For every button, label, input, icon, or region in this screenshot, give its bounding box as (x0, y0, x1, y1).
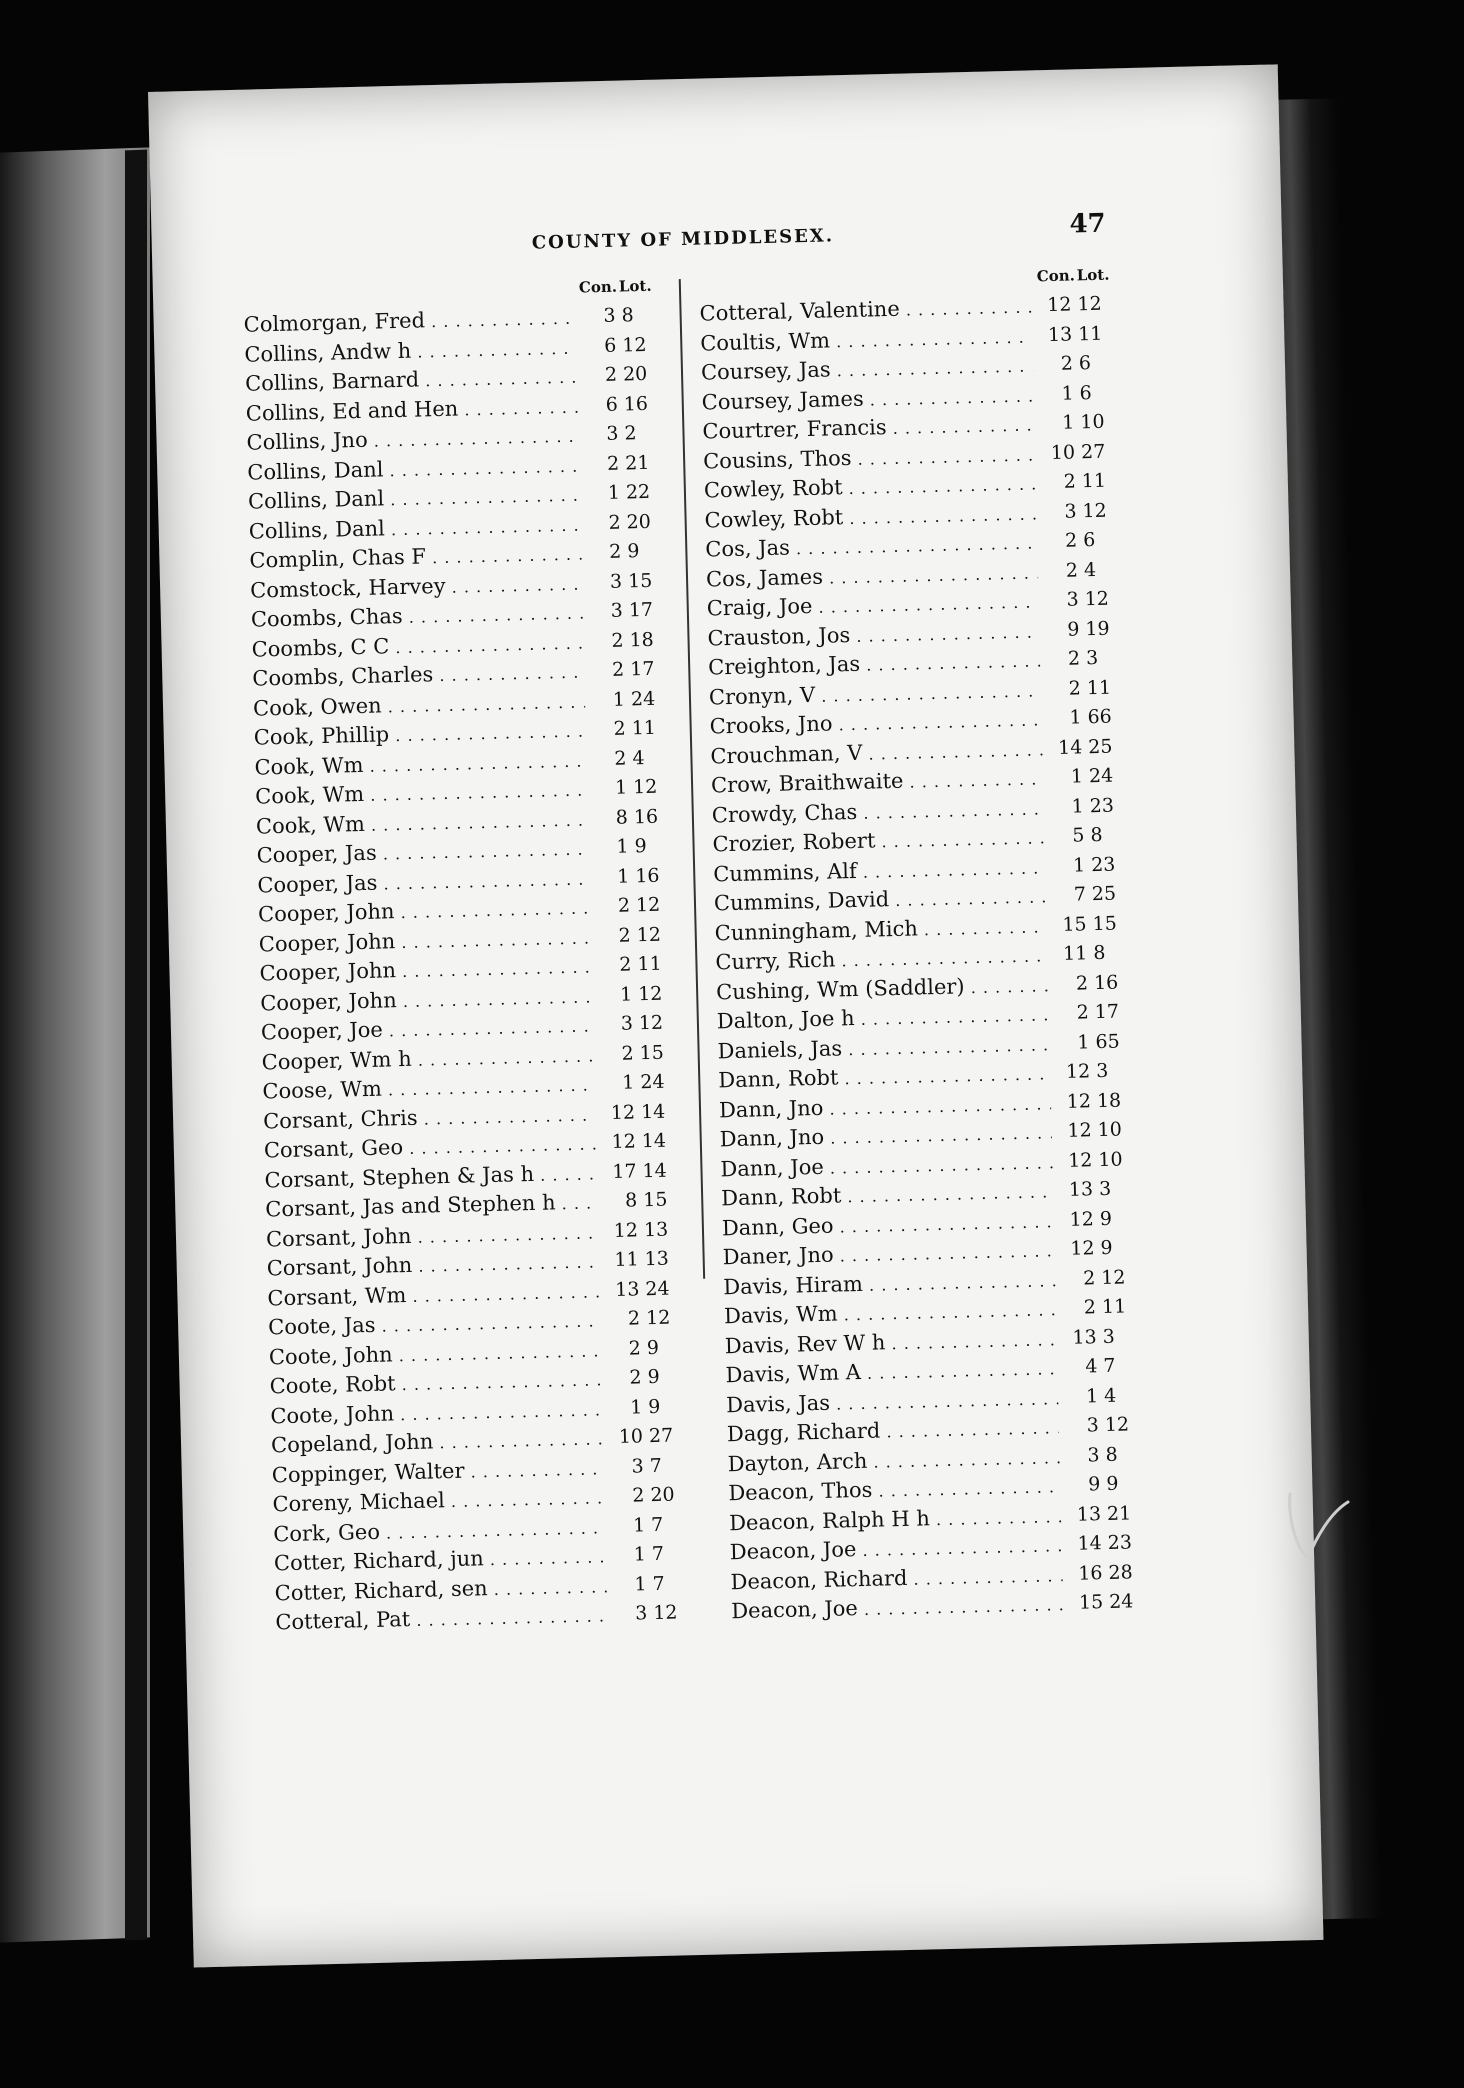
entry-con: 2 (608, 511, 621, 534)
entry-con: 1 (634, 1572, 647, 1596)
entry-name: Cowley, Robt . . . (704, 498, 1037, 537)
entry-name: Curry, Rich . . . (715, 940, 1048, 979)
entry-name: Davis, Rev W h . . . (724, 1324, 1057, 1363)
entry-name: Dann, Joe . . . (720, 1147, 1053, 1186)
entry-lot: 7 (651, 1542, 665, 1566)
entry-con: 1 (621, 1071, 635, 1094)
entry-con: 2 (1063, 470, 1077, 493)
entry-lot: 23 (1089, 794, 1115, 817)
entry-lot: 14 (641, 1129, 667, 1153)
entry-con: 2 (614, 747, 627, 770)
entry-lot: 66 (1087, 705, 1113, 729)
entry-lot: 3 (1098, 1177, 1112, 1201)
entry-con: 2 (1067, 647, 1081, 670)
entry-con: 9 (1087, 1473, 1101, 1496)
entry-con: 1 (619, 982, 633, 1006)
entry-lot: 7 (1103, 1354, 1116, 1378)
entry-lot: 9 (647, 1365, 660, 1389)
entry-name: Cos, James . . . (706, 557, 1039, 596)
entry-name: Deacon, Thos . . . (728, 1471, 1061, 1510)
entry-con: 2 (1065, 558, 1079, 582)
entry-lot: 14 (640, 1100, 666, 1123)
entry-con: 1 (607, 481, 621, 504)
entry-con: 2 (611, 629, 624, 652)
entry-lot: 16 (635, 864, 660, 887)
entry-lot: 9 (646, 1336, 660, 1359)
entry-lot: 21 (624, 451, 650, 474)
entry-con: 15 (1078, 1591, 1104, 1614)
entry-con: 3 (606, 422, 619, 445)
entry-lot: 17 (628, 598, 654, 622)
entry-name: Coote, John . . . (270, 1394, 603, 1433)
entry-con: 1 (633, 1543, 647, 1566)
entry-lot: 4 (1103, 1384, 1117, 1407)
entry-con: 1 (1077, 1030, 1090, 1054)
entry-con: 12 (611, 1130, 637, 1153)
entry-lot: 10 (1097, 1118, 1123, 1142)
entry-lot: 14 (642, 1159, 667, 1182)
entry-name: Cooper, Jas . . . (257, 863, 590, 902)
entry-lot: 15 (639, 1041, 665, 1064)
entry-con: 12 (610, 1100, 636, 1124)
entry-name: Corsant, Jas and Stephen h . . . (265, 1187, 598, 1226)
entry-lot: 17 (1094, 1000, 1120, 1024)
entry-con: 7 (1073, 883, 1087, 906)
entry-con: 2 (1060, 352, 1074, 375)
entry-lot: 7 (650, 1513, 664, 1536)
entry-con: 1 (616, 864, 630, 888)
entry-con: 12 (1067, 1119, 1092, 1142)
entry-con: 1 (632, 1513, 646, 1537)
entry-name: Corsant, Chris . . . (263, 1099, 596, 1138)
entry-con: 16 (1078, 1561, 1103, 1585)
entry-name: Cook, Phillip . . . (253, 716, 586, 755)
entry-con: 2 (1064, 529, 1078, 552)
entry-lot: 12 (1084, 587, 1110, 611)
entry-con: 10 (618, 1425, 644, 1448)
entry-name: Davis, Wm A . . . (725, 1353, 1058, 1392)
entry-con: 1 (1085, 1384, 1099, 1407)
page-header (151, 204, 1282, 272)
entry-lot: 25 (1091, 882, 1117, 906)
entry-con: 2 (604, 363, 618, 386)
entry-con: 2 (621, 1041, 634, 1065)
entry-con: 2 (1076, 1001, 1090, 1024)
entry-con: 1 (612, 688, 626, 711)
entry-name: Complin, Chas F . . . (249, 539, 582, 578)
entry-name: Coote, John . . . (269, 1335, 602, 1374)
entry-con: 1 (1070, 765, 1084, 788)
entry-con: 11 (1062, 942, 1088, 965)
entry-lot: 10 (1080, 410, 1105, 434)
entry-lot: 12 (1100, 1265, 1126, 1289)
entry-con: 1 (1071, 794, 1084, 818)
entry-lot: 3 (1095, 1059, 1109, 1083)
entry-name: Cos, Jas . . . (705, 527, 1038, 566)
entry-con: 13 (1068, 1178, 1094, 1201)
entry-lot: 3 (1102, 1325, 1116, 1348)
entry-lot: 11 (637, 952, 662, 976)
entry-name: Craig, Joe . . . (706, 586, 1039, 625)
entry-con: 2 (1083, 1296, 1097, 1319)
entry-name: Coombs, C C . . . (251, 627, 584, 666)
entry-name: Collins, Andw h . . . (244, 332, 577, 371)
entry-con: 2 (617, 894, 631, 917)
entry-con: 2 (1082, 1266, 1096, 1290)
entry-con: 2 (618, 923, 632, 947)
entry-name: Creighton, Jas . . . (708, 645, 1041, 684)
entry-con: 8 (615, 805, 629, 829)
entry-name: Cotter, Richard, sen . . . (274, 1571, 607, 1610)
entry-lot: 9 (627, 540, 640, 563)
entry-name: Cousins, Thos . . . (703, 439, 1036, 478)
entry-lot: 4 (632, 746, 645, 769)
entry-con: 3 (609, 570, 623, 593)
entry-name: Cronyn, V . . . (709, 675, 1042, 714)
entry-name: Collins, Danl . . . (247, 450, 580, 489)
entry-name: Deacon, Richard . . . (730, 1560, 1063, 1599)
entry-lot: 11 (1101, 1295, 1127, 1319)
entry-lot: 12 (636, 923, 662, 946)
entry-con: 2 (628, 1336, 642, 1360)
entry-name: Crouchman, V . . . (710, 734, 1043, 773)
entry-name: Cork, Geo . . . (273, 1512, 606, 1551)
right-entry-list (699, 289, 1151, 1626)
entry-name: Collins, Danl . . . (248, 509, 581, 548)
left-entry-list (243, 300, 695, 1637)
entry-name: Coombs, Charles . . . (252, 657, 585, 696)
entry-name: Cotter, Richard, jun . . . (274, 1541, 607, 1580)
entry-lot: 24 (630, 687, 656, 710)
entry-lot: 28 (1108, 1560, 1133, 1584)
entry-lot: 6 (1079, 381, 1092, 404)
entry-name: Cotteral, Valentine . . . (699, 291, 1032, 330)
entry-name: Coote, Robt . . . (269, 1364, 602, 1403)
entry-name: Coose, Wm . . . (262, 1069, 595, 1108)
entry-lot: 20 (650, 1483, 675, 1507)
entry-name: Coppinger, Walter . . . (271, 1453, 604, 1492)
entry-lot: 17 (629, 657, 655, 681)
entry-lot: 19 (1085, 617, 1110, 640)
entry-name: Corsant, Geo . . . (264, 1128, 597, 1167)
entry-lot: 24 (1088, 764, 1114, 788)
entry-con: 3 (1064, 499, 1077, 523)
entry-name: Davis, Wm . . . (724, 1294, 1057, 1333)
entry-lot: 20 (622, 362, 648, 386)
entry-name: Dagg, Richard . . . (727, 1412, 1060, 1451)
entry-con: 2 (611, 658, 625, 681)
entry-name: Dalton, Joe h . . . (717, 999, 1050, 1038)
entry-lot: 11 (1077, 322, 1103, 345)
entry-lot: 23 (1107, 1531, 1133, 1554)
entry-name: Dann, Jno . . . (719, 1117, 1052, 1156)
entry-lot: 24 (645, 1277, 670, 1300)
entry-con: 3 (620, 1012, 634, 1035)
entry-name: Crooks, Jno . . . (709, 704, 1042, 743)
entry-con: 17 (612, 1159, 637, 1183)
entry-name: Cooper, Joe . . . (261, 1010, 594, 1049)
entry-lot: 16 (623, 392, 649, 415)
entry-name: Copeland, John . . . (271, 1423, 604, 1462)
entry-name: Coote, Jas . . . (268, 1305, 601, 1344)
entry-name: Cushing, Wm (Saddler) . . . (716, 970, 1049, 1009)
book-gutter (125, 150, 147, 1941)
entry-lot: 11 (631, 716, 657, 740)
entry-lot: 6 (1078, 352, 1092, 375)
entry-name: Dann, Robt . . . (718, 1058, 1051, 1097)
entry-name: Dann, Robt . . . (721, 1176, 1054, 1215)
entry-lot: 13 (643, 1218, 669, 1241)
entry-name: Collins, Ed and Hen . . . (246, 391, 579, 430)
entry-lot: 23 (1090, 853, 1116, 876)
entry-name: Cook, Wm . . . (255, 774, 588, 813)
entry-lot: 10 (1098, 1148, 1123, 1171)
entry-lot: 22 (625, 480, 651, 504)
entry-name: Deacon, Ralph H h . . . (729, 1501, 1062, 1540)
entry-name: Daner, Jno . . . (722, 1235, 1055, 1274)
entry-name: Cook, Wm . . . (256, 804, 589, 843)
entry-lot: 24 (640, 1070, 665, 1094)
entry-con: 11 (614, 1248, 639, 1271)
entry-lot: 12 (1082, 499, 1107, 522)
entry-lot: 13 (644, 1247, 670, 1271)
entry-name: Cummins, Alf . . . (713, 852, 1046, 891)
entry-con: 3 (603, 304, 616, 327)
entry-name: Crauston, Jos . . . (707, 616, 1040, 655)
entry-con: 1 (1061, 411, 1075, 434)
pencil-check-mark-icon (1282, 1488, 1352, 1568)
lot-header: Lot. (1076, 265, 1110, 285)
entry-lot: 27 (1080, 440, 1106, 463)
entry-con: 1 (616, 835, 629, 858)
entry-name: Comstock, Harvey . . . (250, 568, 583, 607)
entry-name: Collins, Jno . . . (246, 421, 579, 460)
entry-name: Cooper, Jas . . . (256, 833, 589, 872)
entry-name: Collins, Danl . . . (248, 480, 581, 519)
entry-lot: 9 (1100, 1236, 1113, 1260)
entry-name: Cooper, John . . . (258, 892, 591, 931)
entry-name: Corsant, Wm . . . (267, 1276, 600, 1315)
entry-lot: 12 (638, 1011, 664, 1035)
page-number: 47 (1069, 208, 1107, 240)
con-header: Con. (1036, 266, 1076, 286)
entry-con: 13 (614, 1277, 640, 1301)
entry-con: 2 (613, 717, 626, 740)
entry-lot: 9 (1099, 1207, 1113, 1230)
entry-name: Cooper, Wm h . . . (261, 1040, 594, 1079)
entry-lot: 11 (1086, 676, 1112, 699)
con-header: Con. (578, 277, 618, 297)
entry-lot: 65 (1095, 1030, 1120, 1053)
entry-con: 3 (1087, 1443, 1100, 1466)
entry-name: Collins, Barnard . . . (245, 362, 578, 401)
left-column (243, 274, 696, 1637)
entry-lot: 16 (633, 805, 659, 828)
entry-lot: 8 (1093, 941, 1106, 965)
entry-lot: 9 (648, 1395, 661, 1418)
entry-con: 1 (1072, 853, 1086, 877)
entry-con: 8 (624, 1189, 638, 1212)
entry-con: 1 (614, 776, 628, 799)
entry-con: 12 (1047, 293, 1072, 317)
entry-name: Crowdy, Chas . . . (711, 793, 1044, 832)
entry-con: 15 (1062, 912, 1087, 936)
entry-con: 2 (606, 452, 620, 475)
entry-name: Coursey, Jas . . . (701, 350, 1034, 389)
entry-name: Coombs, Chas . . . (251, 598, 584, 637)
entry-con: 12 (1069, 1207, 1095, 1231)
entry-name: Deacon, Joe . . . (731, 1589, 1064, 1628)
entry-con: 2 (609, 540, 622, 563)
entry-lot: 12 (635, 893, 661, 917)
entry-name: Crozier, Robert . . . (712, 822, 1045, 861)
entry-con: 1 (629, 1395, 643, 1419)
entry-lot: 12 (1077, 292, 1102, 316)
entry-con: 2 (627, 1307, 641, 1330)
entry-con: 12 (1066, 1089, 1092, 1113)
entry-con: 3 (1086, 1414, 1100, 1437)
entry-name: Davis, Jas . . . (726, 1383, 1059, 1422)
entry-con: 13 (1047, 322, 1073, 346)
entry-con: 12 (613, 1218, 639, 1242)
entry-name: Cummins, David . . . (714, 881, 1047, 920)
lot-header: Lot. (618, 276, 652, 296)
entry-name: Corsant, Stephen & Jas h . . . (264, 1158, 597, 1197)
entry-name: Cowley, Robt . . . (704, 468, 1037, 507)
entry-con: 3 (610, 599, 624, 622)
entry-name: Cooper, John . . . (260, 981, 593, 1020)
entry-name: Coreny, Michael . . . (272, 1482, 605, 1521)
entry-lot: 12 (637, 982, 663, 1005)
entry-lot: 24 (1108, 1590, 1134, 1613)
entry-lot: 7 (652, 1572, 665, 1595)
entry-name: Cook, Owen . . . (253, 686, 586, 725)
entry-con: 3 (631, 1454, 644, 1478)
entry-name: Davis, Hiram . . . (723, 1265, 1056, 1304)
entry-lot: 8 (1090, 823, 1103, 847)
entry-lot: 25 (1088, 735, 1113, 758)
entry-con: 2 (1068, 676, 1082, 700)
entry-lot: 9 (1106, 1472, 1119, 1495)
entry-con: 6 (603, 334, 617, 357)
entry-lot: 20 (626, 510, 652, 533)
entry-con: 3 (634, 1602, 648, 1625)
entry-name: Deacon, Joe . . . (730, 1530, 1063, 1569)
entry-con: 14 (1077, 1532, 1103, 1555)
entry-name: Cooper, John . . . (259, 951, 592, 990)
entry-con: 13 (1072, 1325, 1097, 1349)
entry-con: 12 (1065, 1060, 1091, 1083)
entry-lot: 21 (1106, 1501, 1132, 1525)
entry-lot: 4 (1083, 558, 1097, 581)
entry-name: Colmorgan, Fred . . . (243, 303, 576, 342)
entry-lot: 12 (1104, 1413, 1130, 1437)
directory-page (148, 64, 1323, 1967)
entry-name: Corsant, John . . . (266, 1217, 599, 1256)
entry-lot: 9 (634, 835, 647, 858)
entry-con: 12 (1070, 1237, 1095, 1260)
entry-con: 13 (1076, 1502, 1102, 1526)
entry-lot: 15 (642, 1188, 668, 1212)
entry-lot: 2 (624, 422, 637, 445)
entry-lot: 15 (627, 569, 653, 592)
entry-con: 3 (1066, 588, 1079, 611)
entry-lot: 11 (1081, 469, 1107, 493)
entry-name: Dann, Geo . . . (722, 1206, 1055, 1245)
entry-lot: 16 (1093, 971, 1119, 994)
entry-con: 4 (1085, 1355, 1098, 1378)
entry-name: Corsant, John . . . (266, 1246, 599, 1285)
entry-con: 6 (605, 393, 619, 416)
entry-lot: 8 (621, 304, 634, 327)
entry-con: 12 (1067, 1148, 1093, 1172)
entry-lot: 3 (1085, 646, 1099, 670)
entry-lot: 12 (645, 1306, 671, 1330)
entry-lot: 18 (629, 628, 654, 651)
entry-con: 2 (632, 1484, 645, 1507)
entry-lot: 6 (1082, 528, 1096, 552)
entry-con: 1 (1061, 381, 1074, 405)
entry-name: Cunningham, Mich . . . (714, 911, 1047, 950)
entry-con: 1 (1069, 706, 1082, 729)
entry-lot: 12 (622, 333, 647, 356)
entry-lot: 12 (653, 1601, 678, 1625)
entry-lot: 15 (1092, 912, 1118, 935)
entry-name: Dann, Jno . . . (719, 1088, 1052, 1127)
entry-con: 9 (1067, 617, 1080, 641)
entry-con: 2 (1075, 971, 1089, 995)
entry-name: Cotteral, Pat . . . (275, 1600, 608, 1639)
entry-lot: 27 (648, 1424, 674, 1448)
right-column (699, 263, 1152, 1626)
entry-name: Crow, Braithwaite . . . (711, 763, 1044, 802)
entry-lot: 8 (1105, 1443, 1118, 1466)
entry-name: Daniels, Jas . . . (717, 1029, 1050, 1068)
entry-con: 5 (1072, 824, 1085, 847)
entry-name: Courtrer, Francis . . . (702, 409, 1035, 448)
entry-lot: 12 (632, 775, 658, 799)
entry-con: 10 (1050, 440, 1076, 464)
entry-con: 14 (1057, 735, 1083, 759)
entry-name: Coultis, Wm . . . (700, 321, 1033, 360)
entry-name: Coursey, James . . . (701, 380, 1034, 419)
entry-name: Cook, Wm . . . (254, 745, 587, 784)
entry-lot: 7 (649, 1454, 663, 1477)
entry-name: Cooper, John . . . (259, 922, 592, 961)
entry-lot: 18 (1096, 1089, 1122, 1112)
entry-con: 2 (619, 953, 632, 976)
entry-name: Dayton, Arch . . . (727, 1442, 1060, 1481)
entry-con: 2 (629, 1366, 642, 1389)
running-head: COUNTY OF MIDDLESEX. (531, 225, 835, 254)
